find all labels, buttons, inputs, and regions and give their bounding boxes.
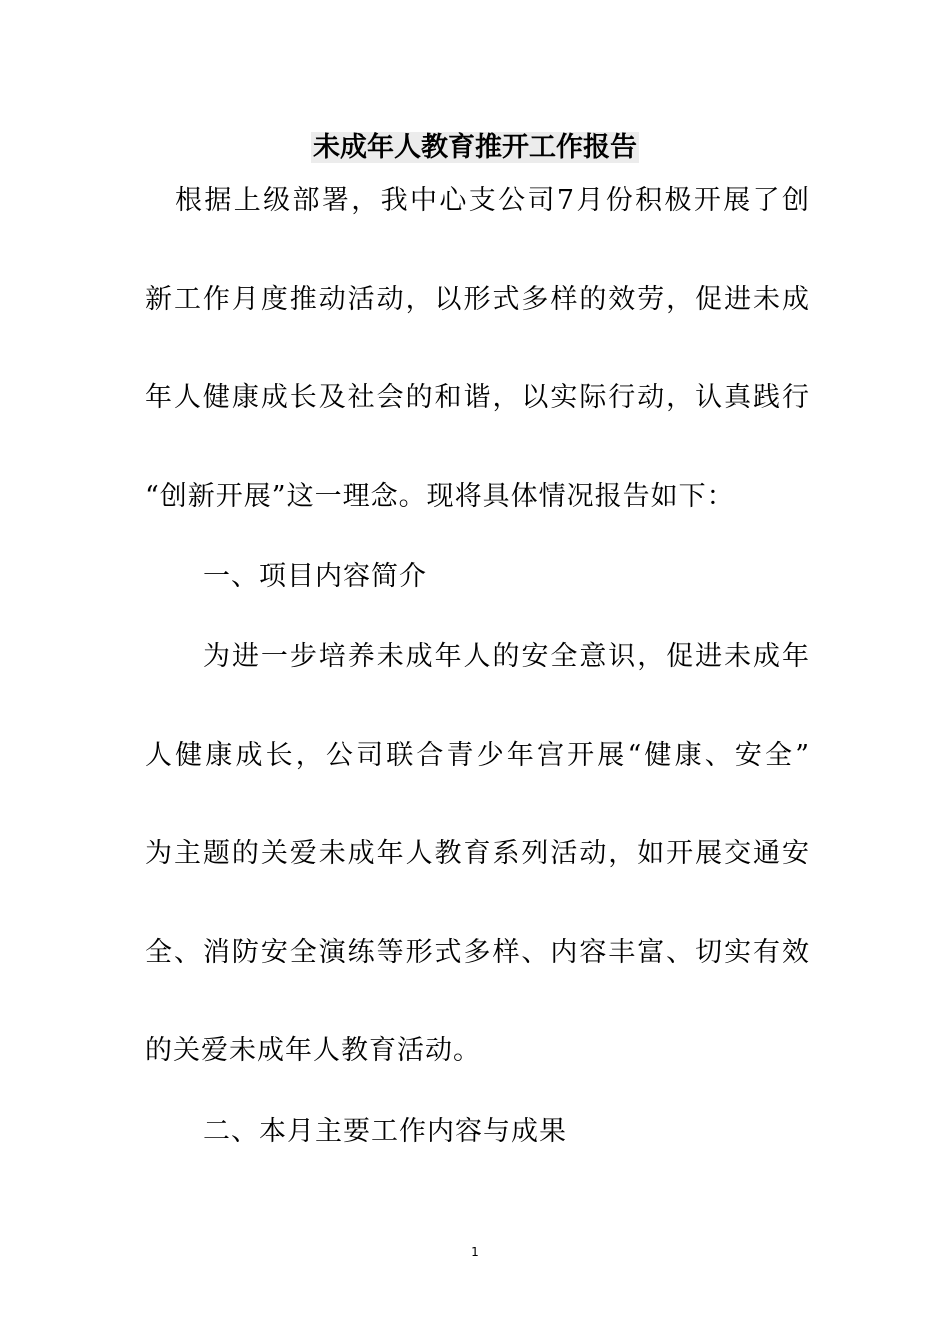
- paragraph-2-line-2: 人健康成长，公司联合青少年宫开展“健康、安全”: [145, 740, 810, 771]
- document-title: [0, 128, 950, 168]
- paragraph-2-line-4: 全、消防安全演练等形式多样、内容丰富、切实有效: [145, 937, 810, 968]
- document-title-text: 未成年人教育推开工作报告: [313, 132, 637, 163]
- paragraph-1-line-1: 根据上级部署，我中心支公司7月份积极开展了创: [175, 185, 810, 216]
- paragraph-2-line-1: 为进一步培养未成年人的安全意识，促进未成年: [203, 641, 810, 672]
- section-heading-2: 二、本月主要工作内容与成果: [203, 1116, 567, 1147]
- paragraph-1-line-2: 新工作月度推动活动，以形式多样的效劳，促进未成: [145, 284, 810, 315]
- paragraph-1-line-3: 年人健康成长及社会的和谐，以实际行动，认真践行: [145, 382, 810, 413]
- paragraph-1-line-4: “创新开展”这一理念。现将具体情况报告如下：: [145, 481, 735, 512]
- page-number: 1: [471, 1245, 479, 1259]
- paragraph-2-line-5: 的关爱未成年人教育活动。: [145, 1035, 481, 1066]
- paragraph-2-line-3: 为主题的关爱未成年人教育系列活动，如开展交通安: [145, 838, 810, 869]
- section-heading-1: 一、项目内容简介: [203, 561, 427, 592]
